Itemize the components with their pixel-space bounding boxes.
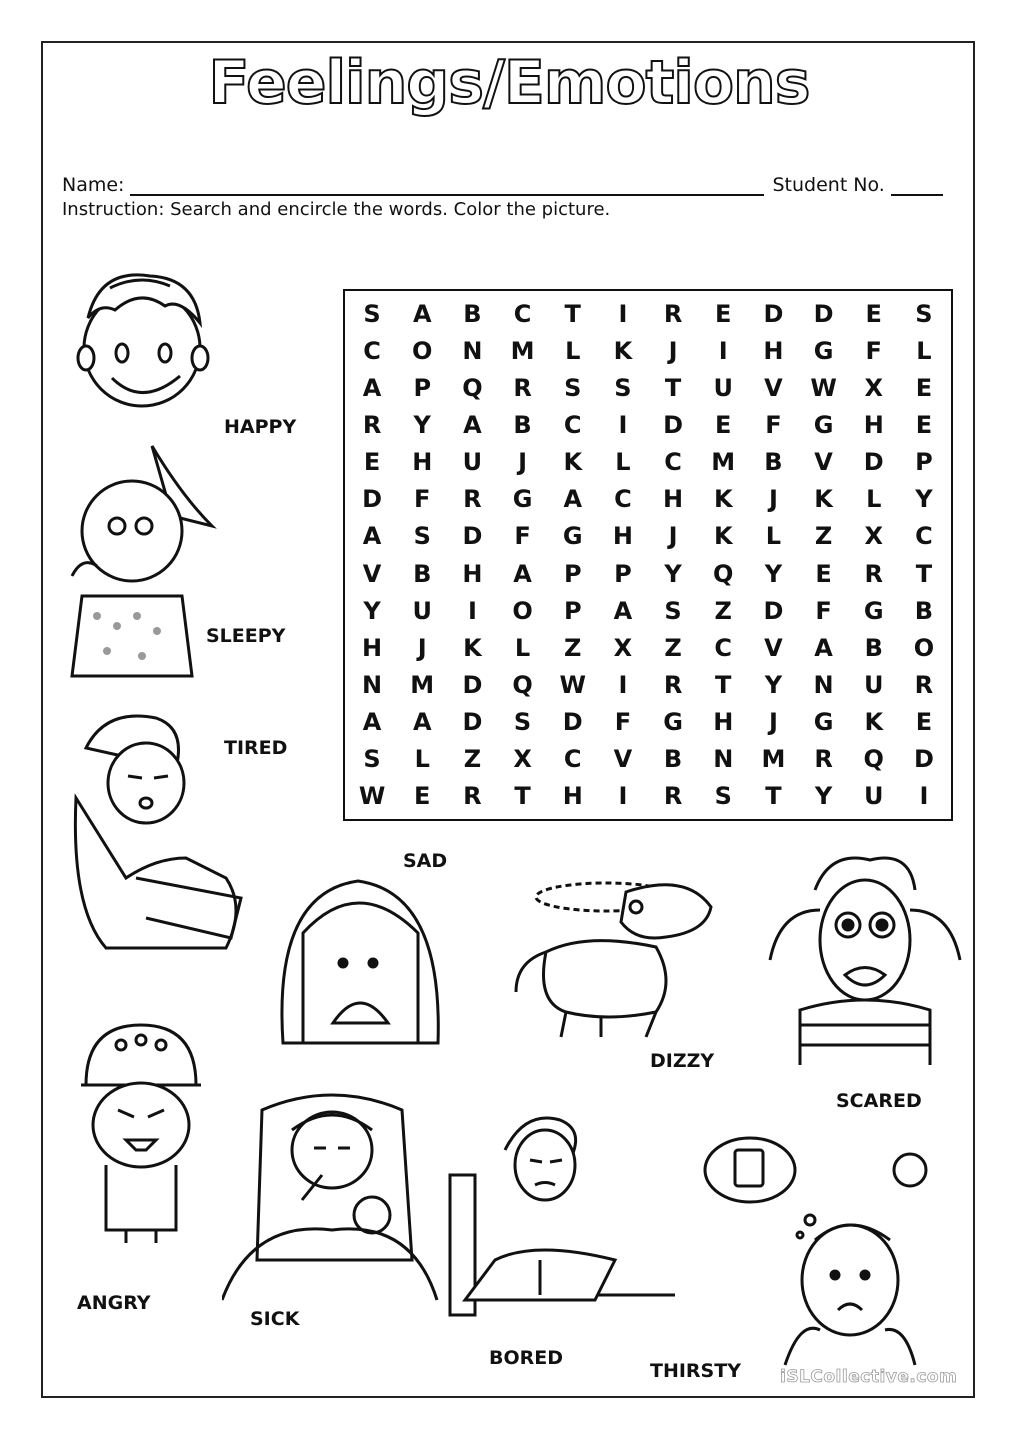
- name-label: Name:: [62, 174, 125, 196]
- grid-letter[interactable]: D: [663, 410, 684, 439]
- grid-letter[interactable]: I: [718, 336, 728, 365]
- grid-letter[interactable]: H: [663, 485, 684, 514]
- grid-letter[interactable]: G: [512, 485, 533, 514]
- grid-letter[interactable]: S: [363, 745, 381, 774]
- page-title: Feelings/Emotions: [208, 48, 810, 118]
- grid-letter[interactable]: A: [814, 633, 833, 662]
- grid-letter[interactable]: L: [565, 336, 581, 365]
- grid-letter[interactable]: N: [462, 336, 483, 365]
- grid-letter[interactable]: E: [815, 559, 832, 588]
- grid-letter[interactable]: A: [513, 559, 532, 588]
- grid-letter[interactable]: D: [863, 448, 884, 477]
- grid-letter[interactable]: F: [614, 708, 632, 737]
- grid-letter[interactable]: L: [916, 336, 932, 365]
- grid-letter[interactable]: V: [764, 373, 783, 402]
- grid-letter[interactable]: G: [863, 596, 884, 625]
- grid-letter[interactable]: F: [414, 485, 431, 514]
- sick-girl-picture: [222, 1080, 442, 1305]
- grid-letter[interactable]: J: [668, 522, 678, 551]
- sleepy-boy-picture: [62, 436, 222, 681]
- sad-face-picture: [273, 873, 448, 1053]
- grid-letter[interactable]: A: [362, 522, 382, 551]
- grid-letter[interactable]: Y: [915, 485, 933, 514]
- grid-letter[interactable]: O: [412, 336, 433, 365]
- grid-letter[interactable]: H: [462, 559, 483, 588]
- grid-letter[interactable]: U: [863, 782, 884, 811]
- grid-letter[interactable]: X: [864, 373, 883, 402]
- grid-letter[interactable]: U: [863, 670, 884, 699]
- grid-letter[interactable]: H: [612, 522, 633, 551]
- grid-letter[interactable]: V: [613, 745, 633, 774]
- grid-letter[interactable]: Y: [814, 782, 833, 811]
- grid-letter[interactable]: J: [768, 485, 778, 514]
- grid-letter[interactable]: B: [513, 410, 532, 439]
- grid-letter[interactable]: Z: [564, 633, 582, 662]
- grid-letter[interactable]: C: [915, 522, 933, 551]
- grid-letter[interactable]: N: [713, 745, 734, 774]
- grid-letter[interactable]: C: [664, 448, 682, 477]
- grid-letter[interactable]: J: [768, 708, 778, 737]
- grid-letter[interactable]: R: [663, 782, 683, 811]
- grid-letter[interactable]: R: [463, 485, 482, 514]
- grid-letter[interactable]: N: [813, 670, 834, 699]
- grid-letter[interactable]: M: [510, 336, 535, 365]
- grid-letter[interactable]: B: [663, 745, 683, 774]
- grid-letter[interactable]: D: [462, 522, 483, 551]
- grid-letter[interactable]: V: [814, 448, 833, 477]
- grid-letter[interactable]: X: [613, 633, 633, 662]
- grid-letter[interactable]: O: [913, 633, 935, 662]
- grid-letter[interactable]: R: [663, 670, 683, 699]
- grid-letter[interactable]: Y: [764, 670, 783, 699]
- grid-letter[interactable]: S: [664, 596, 682, 625]
- grid-letter[interactable]: D: [813, 299, 834, 328]
- grid-letter[interactable]: P: [563, 596, 582, 625]
- grid-letter[interactable]: N: [362, 670, 383, 699]
- grid-letter[interactable]: D: [362, 485, 383, 514]
- grid-letter[interactable]: L: [414, 745, 430, 774]
- grid-letter[interactable]: S: [614, 373, 632, 402]
- grid-letter[interactable]: Z: [463, 745, 482, 774]
- grid-letter[interactable]: G: [813, 410, 834, 439]
- grid-letter[interactable]: L: [866, 485, 882, 514]
- grid-letter[interactable]: J: [668, 336, 678, 365]
- grid-letter[interactable]: U: [713, 373, 733, 402]
- happy-boy-picture: [70, 258, 220, 418]
- grid-letter[interactable]: L: [615, 448, 631, 477]
- grid-letter[interactable]: S: [363, 299, 381, 328]
- grid-letter[interactable]: K: [864, 708, 884, 737]
- label-dizzy: DIZZY: [650, 1050, 715, 1072]
- label-happy: HAPPY: [224, 416, 297, 438]
- grid-letter[interactable]: D: [763, 596, 784, 625]
- word-search-grid: [343, 289, 953, 821]
- grid-letter[interactable]: M: [410, 670, 435, 699]
- grid-letter[interactable]: P: [915, 448, 933, 477]
- name-row: [62, 170, 954, 196]
- grid-letter[interactable]: B: [864, 633, 883, 662]
- name-field[interactable]: [130, 176, 764, 196]
- grid-letter[interactable]: V: [764, 633, 783, 662]
- grid-letter[interactable]: H: [562, 782, 583, 811]
- grid-letter[interactable]: P: [614, 559, 632, 588]
- grid-letter[interactable]: W: [559, 670, 586, 699]
- grid-letter[interactable]: I: [919, 782, 929, 811]
- grid-letter[interactable]: G: [562, 522, 583, 551]
- grid-letter[interactable]: Z: [664, 633, 682, 662]
- grid-letter[interactable]: K: [713, 485, 733, 514]
- grid-letter[interactable]: T: [564, 299, 581, 328]
- grid-letter[interactable]: R: [463, 782, 482, 811]
- grid-letter[interactable]: Z: [814, 522, 833, 551]
- grid-letter[interactable]: B: [463, 299, 482, 328]
- grid-letter[interactable]: A: [613, 596, 633, 625]
- grid-letter[interactable]: M: [711, 448, 736, 477]
- grid-letter[interactable]: T: [915, 559, 933, 588]
- grid-letter[interactable]: E: [715, 299, 732, 328]
- grid-letter[interactable]: E: [915, 708, 933, 737]
- grid-letter[interactable]: D: [913, 745, 934, 774]
- grid-letter[interactable]: S: [714, 782, 732, 811]
- grid-letter[interactable]: C: [363, 336, 381, 365]
- label-scared: SCARED: [836, 1090, 922, 1112]
- grid-letter[interactable]: U: [412, 596, 432, 625]
- thirsty-boy-picture: [690, 1130, 935, 1370]
- student-no-field[interactable]: [891, 176, 943, 196]
- grid-letter[interactable]: X: [513, 745, 532, 774]
- grid-letter[interactable]: P: [563, 559, 582, 588]
- grid-letter[interactable]: Q: [512, 670, 533, 699]
- label-thirsty: THIRSTY: [650, 1360, 741, 1382]
- grid-letter[interactable]: D: [462, 708, 483, 737]
- grid-letter[interactable]: G: [663, 708, 683, 737]
- grid-letter[interactable]: L: [765, 522, 782, 551]
- grid-letter[interactable]: U: [462, 448, 483, 477]
- grid-letter[interactable]: F: [865, 336, 882, 365]
- grid-letter[interactable]: F: [765, 410, 782, 439]
- grid-letter[interactable]: Y: [363, 596, 381, 625]
- grid-letter[interactable]: K: [814, 485, 833, 514]
- grid-letter[interactable]: S: [413, 522, 431, 551]
- grid-letter[interactable]: E: [363, 448, 381, 477]
- grid-letter[interactable]: J: [518, 448, 528, 477]
- grid-letter[interactable]: A: [412, 708, 432, 737]
- grid-letter[interactable]: Q: [462, 373, 483, 402]
- label-bored: BORED: [489, 1347, 564, 1369]
- grid-letter[interactable]: S: [513, 708, 532, 737]
- grid-letter[interactable]: R: [814, 745, 833, 774]
- grid-letter[interactable]: R: [864, 559, 883, 588]
- grid-letter[interactable]: G: [813, 336, 834, 365]
- grid-letter[interactable]: H: [863, 410, 884, 439]
- grid-letter[interactable]: C: [563, 410, 582, 439]
- scared-man-picture: [760, 850, 970, 1068]
- grid-letter[interactable]: D: [562, 708, 583, 737]
- grid-letter[interactable]: T: [715, 670, 732, 699]
- grid-letter[interactable]: M: [761, 745, 786, 774]
- grid-letter[interactable]: V: [362, 559, 382, 588]
- grid-letter[interactable]: Z: [714, 596, 732, 625]
- grid-letter[interactable]: R: [513, 373, 532, 402]
- grid-letter[interactable]: E: [414, 782, 431, 811]
- grid-letter[interactable]: J: [417, 633, 427, 662]
- grid-letter[interactable]: I: [618, 782, 628, 811]
- grid-letter[interactable]: C: [714, 633, 733, 662]
- grid-letter[interactable]: W: [810, 373, 837, 402]
- label-tired: TIRED: [224, 737, 288, 759]
- grid-letter[interactable]: K: [713, 522, 733, 551]
- instruction-text: Instruction: Search and encircle the words. Color the picture.: [62, 199, 611, 220]
- grid-letter[interactable]: H: [763, 336, 784, 365]
- bored-boy-picture: [445, 1110, 685, 1320]
- grid-letter[interactable]: I: [618, 670, 628, 699]
- grid-letter[interactable]: H: [362, 633, 383, 662]
- grid-letter[interactable]: K: [463, 633, 482, 662]
- student-no-label: Student No.: [772, 174, 885, 196]
- grid-letter[interactable]: E: [915, 373, 933, 402]
- grid-letter[interactable]: G: [813, 708, 834, 737]
- grid-letter[interactable]: Y: [664, 559, 682, 588]
- label-sleepy: SLEEPY: [206, 625, 286, 647]
- grid-letter[interactable]: A: [362, 708, 382, 737]
- grid-letter[interactable]: A: [362, 373, 382, 402]
- grid-letter[interactable]: K: [563, 448, 583, 477]
- dizzy-dog-picture: [506, 852, 721, 1042]
- grid-letter[interactable]: C: [513, 299, 532, 328]
- watermark-text: iSLCollective.com: [780, 1367, 958, 1387]
- grid-letter[interactable]: P: [413, 373, 432, 402]
- grid-letter[interactable]: D: [462, 670, 483, 699]
- grid-letter[interactable]: Q: [713, 559, 734, 588]
- grid-letter[interactable]: B: [413, 559, 432, 588]
- grid-letter[interactable]: R: [362, 410, 382, 439]
- grid-letter[interactable]: A: [563, 485, 583, 514]
- grid-letter[interactable]: E: [715, 410, 732, 439]
- grid-letter[interactable]: H: [713, 708, 734, 737]
- grid-letter[interactable]: C: [563, 745, 582, 774]
- grid-letter[interactable]: I: [618, 410, 628, 439]
- grid-letter[interactable]: O: [512, 596, 533, 625]
- grid-letter[interactable]: C: [614, 485, 632, 514]
- grid-letter[interactable]: Q: [863, 745, 884, 774]
- grid-letter[interactable]: X: [864, 522, 883, 551]
- grid-letter[interactable]: F: [815, 596, 832, 625]
- grid-letter[interactable]: A: [463, 410, 482, 439]
- grid-letter[interactable]: K: [613, 336, 633, 365]
- grid-letter[interactable]: B: [764, 448, 783, 477]
- angry-girl-picture: [66, 1015, 216, 1245]
- grid-letter[interactable]: R: [663, 299, 683, 328]
- grid-letter[interactable]: W: [358, 782, 386, 811]
- grid-letter[interactable]: Y: [764, 559, 783, 588]
- grid-letter[interactable]: Y: [413, 410, 431, 439]
- label-sad: SAD: [403, 850, 448, 872]
- grid-letter[interactable]: A: [412, 299, 432, 328]
- grid-letter[interactable]: I: [618, 299, 628, 328]
- grid-letter[interactable]: T: [514, 782, 531, 811]
- grid-letter[interactable]: F: [514, 522, 531, 551]
- grid-letter[interactable]: S: [915, 299, 933, 328]
- grid-letter[interactable]: E: [915, 410, 933, 439]
- label-sick: SICK: [250, 1308, 300, 1330]
- grid-letter[interactable]: T: [664, 373, 682, 402]
- grid-letter[interactable]: B: [914, 596, 934, 625]
- grid-letter[interactable]: S: [564, 373, 582, 402]
- grid-letter[interactable]: H: [412, 448, 433, 477]
- grid-letter[interactable]: R: [914, 670, 934, 699]
- label-angry: ANGRY: [77, 1292, 151, 1314]
- grid-letter[interactable]: I: [467, 596, 477, 625]
- grid-letter[interactable]: L: [514, 633, 531, 662]
- grid-letter[interactable]: D: [763, 299, 784, 328]
- grid-letter[interactable]: T: [765, 782, 782, 811]
- grid-letter[interactable]: E: [865, 299, 882, 328]
